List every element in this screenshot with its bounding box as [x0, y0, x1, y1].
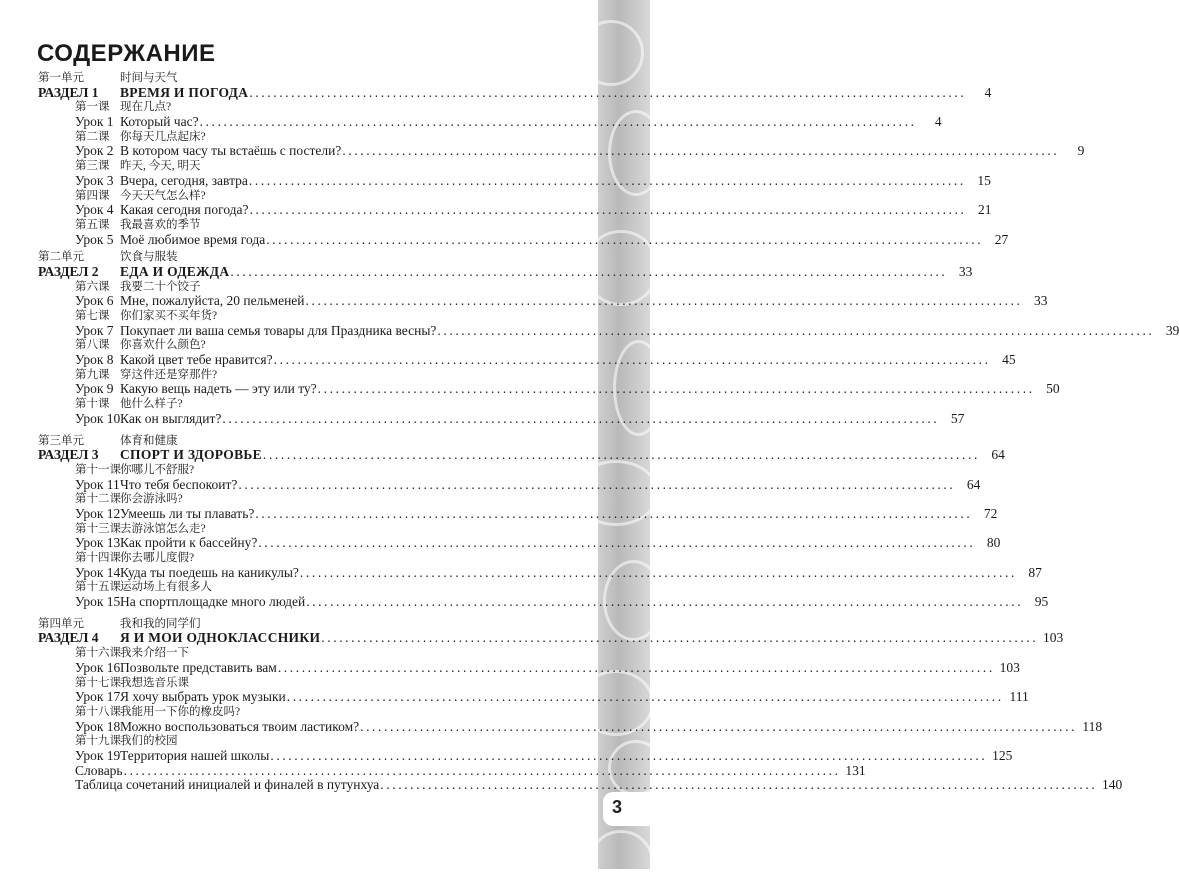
toc-extra-row	[38, 762, 866, 779]
entry-title: Таблица сочетаний инициалей и финалей в путунхуа	[75, 777, 380, 793]
toc-cn-row	[38, 397, 578, 412]
toc-cn-row	[38, 463, 578, 478]
entry-title: 我们的校园	[120, 735, 178, 748]
toc-unit-row	[38, 434, 578, 449]
entry-label: 第一课	[75, 101, 110, 114]
toc-unit-row	[38, 71, 578, 86]
toc-lesson-row	[38, 476, 981, 493]
toc-section-row	[38, 630, 1064, 646]
entry-label: Урок 15	[75, 594, 121, 610]
toc-lesson-row	[38, 718, 1103, 735]
entry-page-number: 64	[966, 476, 981, 492]
entry-label: Урок 18	[75, 718, 121, 734]
entry-label: 第十五课	[75, 581, 121, 594]
dot-leader: ........................................................................................................................	[380, 777, 1098, 793]
entry-title: 我最喜欢的季节	[120, 218, 201, 231]
entry-page-number: 111	[1009, 689, 1029, 705]
dot-leader: ........................................................................................................................	[222, 410, 940, 426]
entry-label: 第三课	[75, 160, 110, 173]
toc-cn-row	[38, 646, 578, 661]
dot-leader: ........................................................................................................................	[360, 718, 1078, 734]
entry-label: Урок 8	[75, 352, 114, 368]
entry-title: 运动场上有很多人	[120, 581, 212, 594]
entry-label: 第十八课	[75, 705, 121, 718]
entry-label: РАЗДЕЛ 4	[38, 630, 99, 646]
entry-label: Урок 5	[75, 231, 114, 247]
entry-label: Урок 12	[75, 505, 121, 521]
entry-label: Урок 17	[75, 689, 121, 705]
entry-title: 我来介绍一下	[120, 647, 189, 660]
entry-label: РАЗДЕЛ 2	[38, 263, 99, 279]
entry-label: Урок 7	[75, 322, 114, 338]
entry-title: Моё любимое время года	[120, 231, 266, 247]
toc-lesson-row	[38, 564, 1042, 581]
entry-title: 我和我的同学们	[120, 617, 201, 630]
toc-lesson-row	[38, 594, 1049, 610]
entry-page-number: 72	[983, 505, 998, 521]
toc-cn-row	[38, 522, 578, 537]
table-of-contents	[38, 71, 1179, 793]
toc-lesson-row	[38, 231, 1009, 248]
entry-label: Урок 4	[75, 202, 114, 218]
entry-label: РАЗДЕЛ 3	[38, 447, 99, 463]
toc-cn-row	[38, 551, 578, 566]
entry-title: СПОРТ И ЗДОРОВЬЕ	[120, 447, 262, 463]
entry-label: Урок 1	[75, 114, 114, 130]
entry-title: На спортплощадке много людей	[120, 594, 306, 610]
entry-label: 第九课	[75, 368, 110, 381]
entry-title: Территория нашей школы	[120, 747, 270, 763]
toc-lesson-row	[38, 114, 942, 130]
entry-label: 第七课	[75, 310, 110, 322]
entry-label: 第二课	[75, 130, 110, 143]
entry-title: 他什么样子?	[120, 398, 183, 411]
toc-cn-row	[38, 309, 578, 324]
entry-title: 时间与天气	[120, 72, 178, 84]
toc-cn-row	[38, 130, 578, 145]
entry-title: Какой цвет тебе нравится?	[120, 352, 273, 368]
entry-page-number: 64	[991, 447, 1005, 463]
toc-cn-row	[38, 280, 578, 295]
dot-leader: ........................................................................................................................	[238, 476, 956, 492]
entry-label: 第十六课	[75, 647, 121, 660]
entry-label: 第十七课	[75, 676, 121, 689]
toc-lesson-row	[38, 352, 1016, 368]
decorative-floral-border	[598, 0, 650, 869]
entry-page-number: 80	[986, 535, 1001, 551]
toc-cn-row	[38, 734, 578, 749]
entry-title: Словарь	[75, 762, 123, 778]
entry-title: 饮食与服装	[120, 251, 178, 264]
toc-cn-row	[38, 100, 578, 115]
dot-leader: ........................................................................................................................	[258, 535, 976, 551]
entry-label: 第十一课	[75, 463, 121, 476]
entry-page-number: 140	[1102, 777, 1123, 793]
entry-page-number: 50	[1046, 381, 1060, 397]
entry-title: 今天天气怎么样?	[120, 189, 206, 202]
entry-title: 你哪儿不舒服?	[120, 463, 195, 476]
entry-label: Урок 10	[75, 410, 121, 426]
toc-lesson-row	[38, 143, 1085, 159]
entry-page-number: 27	[994, 231, 1009, 247]
dot-leader: ........................................................................................................................	[321, 630, 1039, 646]
entry-label: 第五课	[75, 218, 110, 231]
entry-page-number: 9	[1077, 143, 1085, 159]
entry-title: Куда ты поедешь на каникулы?	[120, 564, 299, 580]
entry-title: ВРЕМЯ И ПОГОДА	[120, 84, 249, 100]
dot-leader: ........................................................................................................................	[199, 114, 917, 130]
toc-lesson-row	[38, 659, 1020, 676]
entry-page-number: 95	[1034, 594, 1049, 610]
entry-title: 你喜欢什么颜色?	[120, 339, 206, 352]
entry-title: 我要二十个饺子	[120, 280, 201, 293]
entry-title: 我想选音乐课	[120, 676, 189, 689]
entry-label: Урок 14	[75, 564, 121, 580]
entry-page-number: 33	[1034, 293, 1048, 309]
dot-leader: ........................................................................................................................	[437, 322, 1155, 338]
entry-label: 第十二课	[75, 493, 121, 506]
dot-leader: ........................................................................................................................	[317, 381, 1035, 397]
entry-page-number: 4	[934, 114, 942, 130]
dot-leader: ........................................................................................................................	[248, 172, 966, 188]
toc-lesson-row	[38, 322, 1179, 339]
entry-title: ЕДА И ОДЕЖДА	[120, 263, 230, 279]
page-number: 3	[612, 797, 623, 817]
entry-title: 你去哪儿度假?	[120, 552, 195, 564]
toc-section-row	[38, 447, 1005, 463]
toc-section-row	[38, 84, 992, 101]
entry-label: Урок 2	[75, 143, 114, 159]
toc-lesson-row	[38, 535, 1001, 551]
toc-lesson-row	[38, 689, 1029, 705]
entry-label: РАЗДЕЛ 1	[38, 84, 99, 100]
dot-leader: ........................................................................................................................	[249, 202, 967, 218]
entry-title: Умеешь ли ты плавать?	[120, 505, 255, 521]
dot-leader: ........................................................................................................................	[123, 762, 841, 778]
entry-title: 我能用一下你的橡皮吗?	[120, 705, 241, 718]
entry-page-number: 39	[1165, 322, 1179, 338]
entry-title: Как он выглядит?	[120, 410, 222, 426]
entry-title: Что тебя беспокоит?	[120, 476, 238, 492]
entry-title: Позвольте представить вам	[120, 659, 277, 675]
entry-title: Я хочу выбрать урок музыки	[120, 689, 286, 705]
entry-label: 第四课	[75, 189, 110, 202]
toc-cn-row	[38, 676, 578, 691]
entry-label: Урок 11	[75, 476, 120, 492]
toc-cn-row	[38, 368, 578, 383]
toc-section-row	[38, 263, 973, 280]
toc-unit-row	[38, 617, 578, 632]
toc-extra-row	[38, 777, 1123, 793]
entry-label: 第十三课	[75, 522, 121, 535]
entry-title: Покупает ли ваша семья товары для Праздника весны?	[120, 322, 437, 338]
entry-label: 第十课	[75, 398, 110, 411]
entry-title: 现在几点?	[120, 101, 172, 114]
entry-title: 昨天, 今天, 明天	[120, 160, 201, 173]
entry-title: Какую вещь надеть — эту или ту?	[120, 381, 317, 397]
toc-cn-row	[38, 159, 578, 174]
entry-page-number: 125	[992, 747, 1013, 763]
entry-title: 你每天几点起床?	[120, 130, 206, 143]
toc-lesson-row	[38, 505, 998, 522]
toc-cn-row	[38, 218, 578, 233]
dot-leader: ........................................................................................................................	[262, 447, 980, 463]
dot-leader: ........................................................................................................................	[342, 143, 1060, 159]
page-number-box	[603, 792, 650, 826]
entry-label: 第三单元	[38, 434, 84, 447]
entry-title: 你会游泳吗?	[120, 493, 183, 506]
toc-lesson-row	[38, 293, 1048, 309]
toc-lesson-row	[38, 747, 1013, 764]
toc-cn-row	[38, 705, 578, 720]
toc-lesson-row	[38, 410, 965, 427]
entry-page-number: 4	[984, 84, 992, 100]
entry-title: Какая сегодня погода?	[120, 202, 249, 218]
entry-page-number: 131	[845, 762, 866, 778]
entry-page-number: 87	[1028, 564, 1042, 580]
entry-label: Урок 9	[75, 381, 114, 397]
entry-page-number: 45	[1002, 352, 1016, 368]
dot-leader: ........................................................................................................................	[286, 689, 1004, 705]
entry-title: Который час?	[120, 114, 199, 130]
entry-label: Урок 19	[75, 747, 121, 763]
entry-label: 第十九课	[75, 735, 121, 748]
toc-cn-row	[38, 492, 578, 507]
dot-leader: ........................................................................................................................	[270, 747, 988, 763]
entry-label: 第一单元	[38, 72, 84, 84]
entry-label: 第二单元	[38, 251, 84, 264]
entry-label: Урок 16	[75, 659, 121, 675]
entry-label: Урок 3	[75, 172, 114, 188]
entry-page-number: 15	[977, 172, 991, 188]
dot-leader: ........................................................................................................................	[255, 505, 973, 521]
dot-leader: ........................................................................................................................	[305, 293, 1023, 309]
toc-unit-row	[38, 250, 578, 265]
dot-leader: ........................................................................................................................	[230, 263, 948, 279]
dot-leader: ........................................................................................................................	[306, 594, 1024, 610]
entry-label: 第十四课	[75, 552, 121, 564]
entry-title: В котором часу ты встаёшь с постели?	[120, 143, 342, 159]
dot-leader: ........................................................................................................................	[266, 231, 984, 247]
dot-leader: ........................................................................................................................	[273, 352, 991, 368]
dot-leader: ........................................................................................................................	[249, 84, 967, 100]
entry-title: 体育和健康	[120, 434, 178, 447]
dot-leader: ........................................................................................................................	[277, 659, 995, 675]
toc-lesson-row	[38, 381, 1060, 397]
entry-page-number: 103	[1043, 630, 1064, 646]
entry-label: Урок 13	[75, 535, 121, 551]
entry-title: Можно воспользоваться твоим ластиком?	[120, 718, 360, 734]
entry-page-number: 118	[1082, 718, 1103, 734]
entry-page-number: 57	[950, 410, 965, 426]
toc-lesson-row	[38, 202, 992, 218]
entry-title: Как пройти к бассейну?	[120, 535, 258, 551]
entry-title: 去游泳馆怎么走?	[120, 522, 206, 535]
entry-page-number: 21	[978, 202, 992, 218]
entry-label: 第六课	[75, 280, 110, 293]
page-title: СОДЕРЖАНИЕ	[37, 40, 216, 67]
toc-cn-row	[38, 338, 578, 353]
entry-title: Мне, пожалуйста, 20 пельменей	[120, 293, 305, 309]
entry-page-number: 33	[958, 263, 973, 279]
dot-leader: ........................................................................................................................	[299, 564, 1017, 580]
toc-lesson-row	[38, 172, 991, 189]
toc-cn-row	[38, 580, 578, 595]
entry-page-number: 103	[999, 659, 1020, 675]
entry-title: 穿这件还是穿那件?	[120, 368, 218, 381]
toc-cn-row	[38, 189, 578, 204]
entry-title: 你们家买不买年货?	[120, 310, 218, 322]
entry-label: 第四单元	[38, 617, 84, 630]
entry-label: 第八课	[75, 339, 110, 352]
entry-title: Вчера, сегодня, завтра	[120, 172, 248, 188]
entry-label: Урок 6	[75, 293, 114, 309]
entry-title: Я И МОИ ОДНОКЛАССНИКИ	[120, 630, 321, 646]
